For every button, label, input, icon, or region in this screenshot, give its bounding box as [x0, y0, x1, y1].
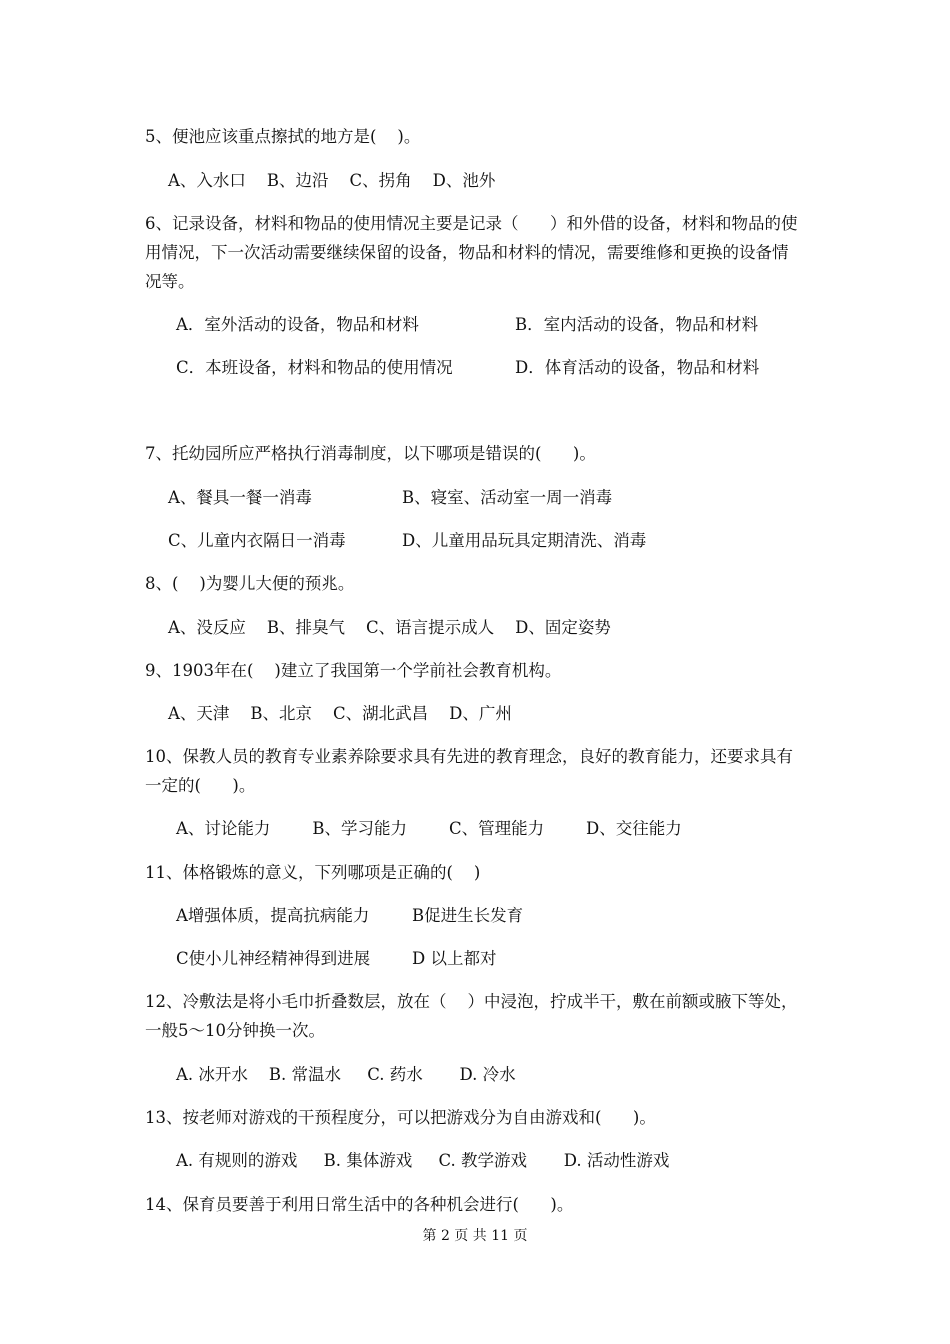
- question-6-stem-line-1: 6、记录设备，材料和物品的使用情况主要是记录（ ）和外借的设备，材料和物品的使: [145, 214, 798, 233]
- question-6-option-d: D．体育活动的设备，物品和材料: [515, 358, 760, 377]
- question-8-stem: 8、( )为婴儿大便的预兆。: [145, 574, 355, 593]
- question-7-stem: 7、托幼园所应严格执行消毒制度，以下哪项是错误的( )。: [145, 444, 596, 463]
- question-5-stem: 5、便池应该重点擦拭的地方是( )。: [145, 127, 421, 146]
- question-7-option-c: C、儿童内衣隔日一消毒: [168, 531, 346, 550]
- question-12-options: A. 冰开水 B. 常温水 C. 药水 D. 冷水: [176, 1065, 516, 1084]
- question-11-stem: 11、体格锻炼的意义，下列哪项是正确的( ): [145, 863, 481, 882]
- question-7-option-b: B、寝室、活动室一周一消毒: [402, 488, 613, 507]
- question-11-option-c: C使小儿神经精神得到进展: [176, 949, 371, 968]
- question-11-option-b: B促进生长发育: [412, 906, 524, 925]
- question-12-stem-line-1: 12、冷敷法是将小毛巾折叠数层，放在（ ）中浸泡，拧成半干，敷在前额或腋下等处，: [145, 992, 798, 1011]
- question-6-option-a: A．室外活动的设备，物品和材料: [176, 315, 419, 334]
- question-10-stem-line-2: 一定的( )。: [145, 776, 256, 795]
- question-14-stem: 14、保育员要善于利用日常生活中的各种机会进行( )。: [145, 1195, 574, 1214]
- question-13-options: A. 有规则的游戏 B. 集体游戏 C. 教学游戏 D. 活动性游戏: [176, 1151, 670, 1170]
- question-6-stem-line-2: 用情况，下一次活动需要继续保留的设备，物品和材料的情况，需要维修和更换的设备情: [145, 243, 789, 262]
- question-6-option-b: B．室内活动的设备，物品和材料: [515, 315, 759, 334]
- question-5-options: A、入水口 B、边沿 C、拐角 D、池外: [168, 171, 496, 190]
- question-10-options: A、讨论能力 B、学习能力 C、管理能力 D、交往能力: [176, 819, 682, 838]
- question-6-option-c: C．本班设备，材料和物品的使用情况: [176, 358, 453, 377]
- question-11-option-a: A增强体质，提高抗病能力: [176, 906, 370, 925]
- question-7-option-d: D、儿童用品玩具定期清洗、消毒: [402, 531, 647, 550]
- question-6-stem-line-3: 况等。: [145, 272, 195, 291]
- question-10-stem-line-1: 10、保教人员的教育专业素养除要求具有先进的教育理念，良好的教育能力，还要求具有: [145, 747, 793, 766]
- question-9-stem: 9、1903年在( )建立了我国第一个学前社会教育机构。: [145, 661, 562, 680]
- question-8-options: A、没反应 B、排臭气 C、语言提示成人 D、固定姿势: [168, 618, 611, 637]
- question-7-option-a: A、餐具一餐一消毒: [168, 488, 312, 507]
- page-footer: 第 2 页 共 11 页: [422, 1228, 528, 1244]
- question-13-stem: 13、按老师对游戏的干预程度分，可以把游戏分为自由游戏和( )。: [145, 1108, 656, 1127]
- question-11-option-d: D 以上都对: [412, 949, 497, 968]
- question-12-stem-line-2: 一般5～10分钟换一次。: [145, 1021, 325, 1040]
- question-9-options: A、天津 B、北京 C、湖北武昌 D、广州: [168, 704, 512, 723]
